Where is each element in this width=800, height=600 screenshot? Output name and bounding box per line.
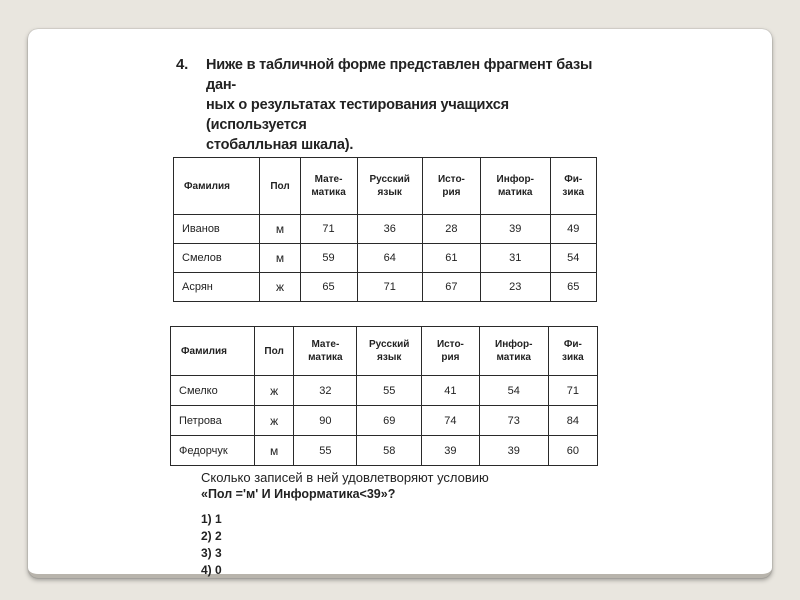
answer-option: 1) 1	[201, 512, 222, 526]
question	[201, 469, 601, 503]
header-sex: Пол	[260, 158, 300, 215]
cell-sex: ж	[260, 273, 300, 302]
cell-russian: 64	[357, 244, 422, 273]
cell-russian: 58	[357, 436, 422, 466]
cell-physics: 65	[550, 273, 596, 302]
question-condition: «Пол ='м' И Информатика<39»?	[201, 487, 396, 501]
cell-history: 74	[422, 406, 480, 436]
header-history: Исто- рия	[422, 327, 480, 376]
task-line: стобалльная шкала).	[206, 137, 354, 153]
answer-option: 2) 2	[201, 529, 222, 543]
header-physics: Фи- зика	[548, 327, 597, 376]
cell-sex: ж	[254, 376, 294, 406]
answer-option: 3) 3	[201, 546, 222, 560]
cell-physics: 84	[548, 406, 597, 436]
task-line: Ниже в табличной форме представлен фрагмент базы дан-	[206, 57, 593, 93]
cell-surname: Федорчук	[171, 436, 255, 466]
cell-physics: 49	[550, 215, 596, 244]
cell-sex: ж	[254, 406, 294, 436]
header-informatics: Инфор- матика	[480, 158, 550, 215]
cell-physics: 71	[548, 376, 597, 406]
cell-surname: Петрова	[171, 406, 255, 436]
cell-history: 67	[422, 273, 480, 302]
cell-math: 65	[300, 273, 357, 302]
scanned-task-page	[176, 55, 606, 577]
answer-option: 4) 0	[201, 563, 222, 577]
cell-informatics: 73	[479, 406, 548, 436]
header-physics: Фи- зика	[550, 158, 596, 215]
table-header-row	[174, 158, 597, 215]
table-row	[171, 406, 598, 436]
table-row	[171, 376, 598, 406]
cell-surname: Смелко	[171, 376, 255, 406]
header-sex: Пол	[254, 327, 294, 376]
cell-russian: 36	[357, 215, 422, 244]
cell-history: 28	[422, 215, 480, 244]
table-row	[174, 244, 597, 273]
table-row	[171, 436, 598, 466]
question-text: Сколько записей в ней удовлетворяют условию	[201, 470, 489, 485]
cell-informatics: 23	[480, 273, 550, 302]
cell-history: 41	[422, 376, 480, 406]
cell-surname: Асрян	[174, 273, 260, 302]
cell-informatics: 39	[479, 436, 548, 466]
cell-physics: 60	[548, 436, 597, 466]
cell-history: 39	[422, 436, 480, 466]
slide-frame	[28, 29, 772, 578]
header-math: Мате- матика	[294, 327, 357, 376]
header-history: Исто- рия	[422, 158, 480, 215]
cell-history: 61	[422, 244, 480, 273]
header-russian: Русский язык	[357, 327, 422, 376]
cell-informatics: 39	[480, 215, 550, 244]
cell-surname: Смелов	[174, 244, 260, 273]
cell-math: 32	[294, 376, 357, 406]
results-table-2	[170, 326, 598, 466]
cell-informatics: 54	[479, 376, 548, 406]
results-table-1	[173, 157, 597, 302]
table-header-row	[171, 327, 598, 376]
table-row	[174, 215, 597, 244]
cell-math: 71	[300, 215, 357, 244]
cell-physics: 54	[550, 244, 596, 273]
cell-math: 55	[294, 436, 357, 466]
task-statement	[176, 55, 606, 155]
cell-sex: м	[254, 436, 294, 466]
cell-surname: Иванов	[174, 215, 260, 244]
cell-russian: 69	[357, 406, 422, 436]
cell-sex: м	[260, 244, 300, 273]
cell-math: 90	[294, 406, 357, 436]
header-surname: Фамилия	[174, 158, 260, 215]
task-number: 4.	[176, 56, 189, 73]
task-line: ных о результатах тестирования учащихся (используется	[206, 97, 509, 133]
cell-sex: м	[260, 215, 300, 244]
cell-informatics: 31	[480, 244, 550, 273]
cell-russian: 71	[357, 273, 422, 302]
table-row	[174, 273, 597, 302]
header-russian: Русский язык	[357, 158, 422, 215]
answer-options	[201, 511, 222, 579]
cell-russian: 55	[357, 376, 422, 406]
cell-math: 59	[300, 244, 357, 273]
header-math: Мате- матика	[300, 158, 357, 215]
header-surname: Фамилия	[171, 327, 255, 376]
header-informatics: Инфор- матика	[479, 327, 548, 376]
